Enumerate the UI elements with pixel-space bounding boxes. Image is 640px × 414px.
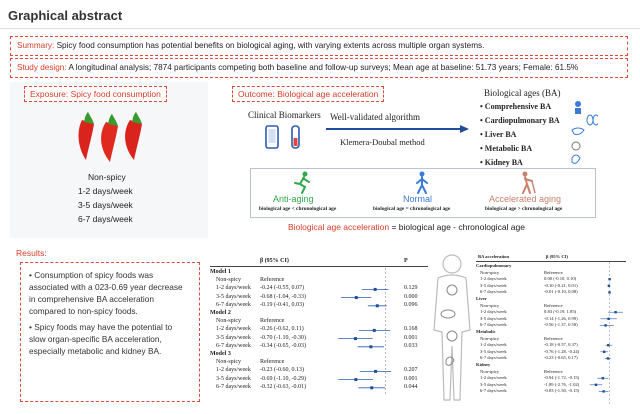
outcome-title: Outcome: Biological age acceleration: [232, 86, 384, 102]
algorithm-label: Well-validated algorithm: [330, 112, 420, 122]
estimate-point: [354, 378, 357, 381]
model-header: Model 2: [210, 310, 231, 316]
state-desc-anti-aging: biological age < chronological age: [259, 206, 337, 212]
estimate-point: [607, 344, 609, 346]
organ-icons: [570, 100, 598, 172]
row-label: 6-7 days/week: [480, 355, 507, 361]
row-label: 3-5 days/week: [216, 375, 251, 382]
estimate-point: [369, 345, 372, 348]
ba-title: Biological ages (BA): [484, 88, 561, 98]
row-beta: Reference: [544, 302, 563, 308]
estimate-point: [603, 351, 605, 353]
ba-list: [480, 100, 560, 170]
row-label: 3-5 days/week: [480, 348, 507, 354]
row-label: 6-7 days/week: [216, 342, 251, 349]
row-beta: -0.56 (-1.37, 0.58): [544, 322, 578, 328]
row-beta: Reference: [544, 335, 563, 341]
row-p: 0.001: [404, 375, 418, 382]
arrow-icon: [324, 124, 470, 134]
row-beta: -0.10 (-0.21, 0.01): [544, 282, 578, 288]
row-p: 0.033: [404, 342, 418, 349]
row-label: Non-spicy: [480, 368, 500, 374]
estimate-point: [608, 278, 610, 280]
formula: [288, 222, 525, 232]
row-label: Non-spicy: [480, 335, 500, 341]
ba-item: • Liver BA: [480, 130, 517, 139]
lungs-icon: [587, 115, 598, 125]
row-label: 3-5 days/week: [216, 293, 251, 300]
row-beta: -1.89 (-2.76, -1.02): [544, 381, 580, 387]
row-label: Non-spicy: [480, 269, 500, 275]
result-bullet: • Spicy foods may have the potential to slow organ-specific BA acceleration, especially metabolic and kidney BA.: [29, 322, 173, 356]
row-label: 3-5 days/week: [480, 315, 507, 321]
estimate-point: [374, 288, 377, 291]
state-name-normal: Normal: [403, 194, 433, 204]
estimate-point: [602, 390, 604, 392]
forest-plot-organs: [588, 262, 624, 408]
row-p: 0.000: [404, 293, 418, 300]
row-beta: -0.23 (-0.65, 0.17): [544, 355, 578, 361]
kidney-icon: [572, 155, 580, 163]
row-beta: -0.19 (-0.41, 0.03): [260, 301, 304, 308]
row-beta: -0.94 (-1.72, -0.15): [544, 375, 580, 381]
row-beta: -0.32 (-0.63, -0.01): [260, 383, 306, 390]
row-beta: Reference: [260, 318, 285, 325]
row-label: 1-2 days/week: [216, 326, 251, 333]
test-tube-icon: [292, 126, 299, 148]
row-beta: -0.26 (-0.62, 0.11): [260, 326, 304, 333]
results-title: Results:: [16, 248, 47, 258]
row-label: 6-7 days/week: [480, 289, 507, 295]
formula-left: Biological age acceleration: [288, 222, 390, 232]
row-beta: -0.14 (-1.26, 0.99): [544, 315, 578, 321]
biomarker-icons: [262, 124, 312, 152]
body-silhouette-icon: [428, 250, 476, 406]
group-header: Liver: [476, 296, 487, 301]
row-beta: Reference: [544, 269, 563, 275]
row-beta: -0.69 (-1.10, -0.29): [260, 375, 306, 382]
forest-table-comprehensive: [210, 256, 430, 406]
row-label: 1-2 days/week: [216, 367, 251, 374]
row-beta: -0.23 (-0.60, 0.13): [260, 367, 304, 374]
exposure-category: 6-7 days/week: [78, 214, 133, 224]
row-label: 3-5 days/week: [480, 282, 507, 288]
aging-states-box: [250, 168, 596, 218]
row-beta: 0.00 (-0.10, 0.10): [544, 276, 577, 282]
row-label: 6-7 days/week: [216, 301, 251, 308]
row-label: 6-7 days/week: [480, 388, 507, 394]
row-beta: Reference: [544, 368, 563, 374]
estimate-point: [614, 311, 616, 313]
method-label: Klemera-Doubal method: [340, 137, 425, 147]
estimate-point: [602, 377, 604, 379]
estimate-point: [376, 304, 379, 307]
group-header: Cardiopulmonary: [476, 263, 512, 268]
study-design-box: [10, 58, 628, 78]
table1-col-p: P: [404, 258, 408, 264]
row-label: Non-spicy: [480, 302, 500, 308]
state-name-anti-aging: Anti-aging: [273, 194, 314, 204]
model-header: Model 1: [210, 269, 231, 275]
group-header: Metabolic: [476, 329, 496, 334]
design-label: Study design:: [17, 63, 67, 72]
estimate-point: [607, 357, 609, 359]
row-p: 0.129: [404, 285, 418, 292]
row-label: 1-2 days/week: [480, 309, 507, 315]
estimate-point: [354, 337, 357, 340]
estimate-point: [370, 386, 373, 389]
row-label: 6-7 days/week: [216, 383, 251, 390]
estimate-point: [604, 324, 606, 326]
exposure-title: Exposure: Spicy food consumption: [24, 86, 167, 102]
results-panel: [10, 244, 628, 410]
design-text: A longitudinal analysis; 7874 participants competing both baseline and follow-up surveys; Mean age at baseline: 51.73 years; Female: 61.5%: [66, 63, 579, 72]
summary-label: Summary:: [17, 41, 55, 50]
estimate-point: [608, 285, 610, 287]
ba-item: • Cardiopulmonary BA: [480, 116, 560, 125]
chili-pepper-icon: [72, 106, 156, 164]
estimate-point: [607, 318, 609, 320]
row-beta: -0.68 (-1.04, -0.33): [260, 293, 306, 300]
row-beta: -0.34 (-0.65, -0.03): [260, 342, 306, 349]
estimate-point: [373, 329, 376, 332]
ba-item: • Metabolic BA: [480, 144, 533, 153]
liver-icon: [572, 128, 584, 135]
table2-col-beta: β (95% CI): [546, 254, 569, 259]
outcome-panel: [218, 82, 628, 238]
group-header: Kidney: [476, 362, 491, 367]
elderly-person-icon: [515, 171, 541, 195]
row-label: 6-7 days/week: [480, 322, 507, 328]
row-beta: -0.83 (-1.50, -0.15): [544, 388, 580, 394]
row-p: 0.168: [404, 326, 418, 333]
row-p: 0.044: [404, 383, 418, 390]
exposure-category: Non-spicy: [88, 172, 126, 182]
model-header: Model 3: [210, 351, 231, 357]
exposure-categories: [78, 170, 133, 226]
row-label: 1-2 days/week: [480, 375, 507, 381]
exposure-category: 1-2 days/week: [78, 186, 133, 196]
table1-col-beta: β (95% CI): [260, 258, 289, 264]
estimate-point: [595, 384, 597, 386]
row-beta: -0.76 (-1.28, -0.24): [544, 348, 580, 354]
row-p: 0.001: [404, 334, 418, 341]
row-label: 1-2 days/week: [480, 276, 507, 282]
row-beta: Reference: [260, 277, 285, 284]
metabolic-icon: [572, 142, 580, 150]
forest-table-organs: [476, 252, 626, 408]
row-beta: Reference: [260, 359, 285, 366]
row-beta: -0.18 (-0.57, 0.37): [544, 342, 578, 348]
row-beta: -0.01 (-0.10, 0.08): [544, 289, 578, 295]
ba-item: • Comprehensive BA: [480, 102, 552, 111]
forest-plot-comprehensive: [334, 268, 394, 398]
table2-col-ba: BA acceleration: [478, 254, 509, 259]
page-title: Graphical abstract: [8, 8, 123, 23]
row-label: 3-5 days/week: [480, 381, 507, 387]
state-name-accelerated: Accelerated aging: [489, 194, 562, 204]
estimate-point: [355, 296, 358, 299]
row-p: 0.096: [404, 301, 418, 308]
person-icon: [575, 101, 581, 114]
result-bullet: • Consumption of spicy foods was associated with a 023-0.69 year decrease in comprehensive BA acceleration compared to non-spicy foods.: [29, 270, 183, 316]
row-beta: -0.24 (-0.55, 0.07): [260, 285, 304, 292]
row-p: 0.207: [404, 367, 418, 374]
row-label: 1-2 days/week: [480, 342, 507, 348]
walking-person-icon: [411, 171, 433, 195]
summary-text: Spicy food consumption has potential benefits on biological aging, with varying extents across multiple organ systems.: [54, 41, 485, 50]
summary-box: [10, 36, 628, 56]
row-beta: 0.83 (-0.19, 1.85): [544, 309, 577, 315]
formula-right: = biological age - chronological age: [389, 222, 525, 232]
exposure-panel: [10, 82, 208, 238]
ba-item: • Kidney BA: [480, 158, 523, 167]
estimate-point: [608, 291, 610, 293]
state-desc-normal: biological age = chronological age: [373, 206, 451, 212]
row-label: Non-spicy: [216, 359, 241, 366]
row-beta: -0.70 (-1.10, -0.30): [260, 334, 306, 341]
row-label: 1-2 days/week: [216, 285, 251, 292]
phone-icon: [266, 126, 278, 148]
estimate-point: [374, 370, 377, 373]
title-divider: [0, 28, 640, 29]
row-label: 3-5 days/week: [216, 334, 251, 341]
results-summary-box: [20, 262, 200, 402]
row-label: Non-spicy: [216, 318, 241, 325]
running-person-icon: [291, 171, 313, 195]
state-desc-accelerated: biological age > chronological age: [485, 206, 563, 212]
row-label: Non-spicy: [216, 277, 241, 284]
clinical-biomarkers-label: Clinical Biomarkers: [248, 110, 321, 120]
exposure-category: 3-5 days/week: [78, 200, 133, 210]
